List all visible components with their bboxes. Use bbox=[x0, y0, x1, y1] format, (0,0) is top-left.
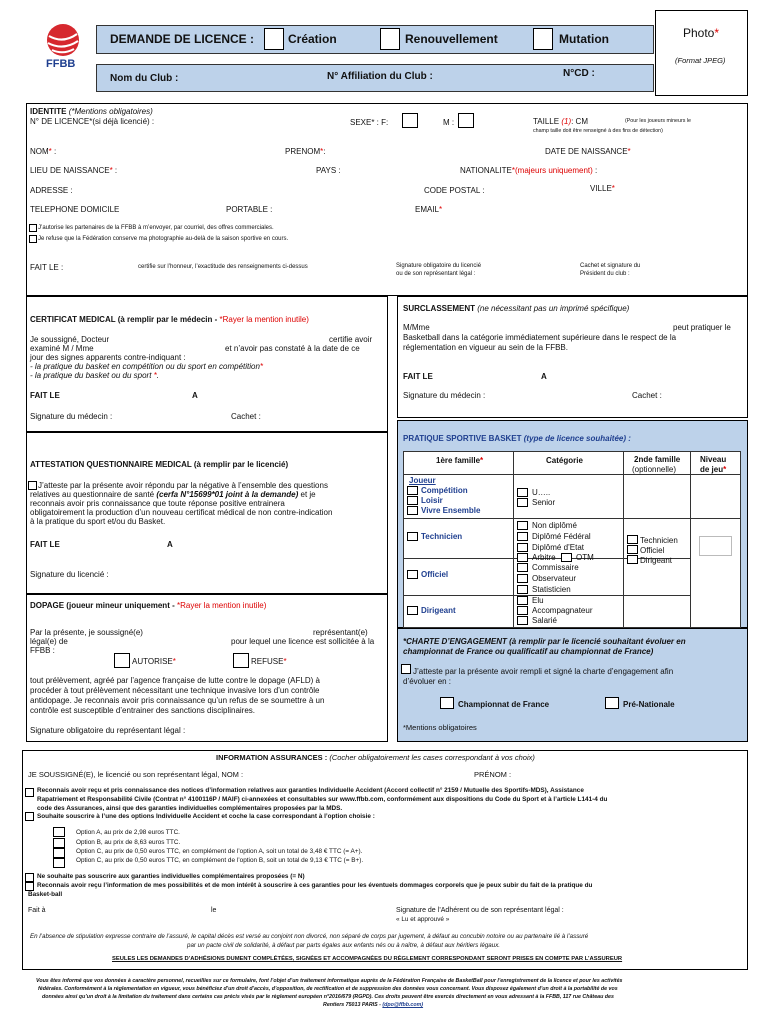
ne-souhaite-pas-label: Ne souhaite pas souscrire aux garanties individuelles complémentaires proposées (= N) bbox=[37, 873, 305, 880]
certificat-line4-star: * bbox=[259, 362, 264, 371]
questionnaire-line4: obligatoirement la production d’un nouveau certificat médical de non contre-indication bbox=[30, 508, 333, 517]
certificat-line5-text: - la pratique du basket ou du sport bbox=[30, 371, 152, 380]
diplome-federal-label: Diplômé Fédéral bbox=[532, 532, 591, 541]
photo-box[interactable] bbox=[655, 10, 748, 96]
pre-nationale-label: Pré-Nationale bbox=[623, 700, 675, 709]
dopage-line4: tout prélèvement, agréé par l’agence française de lutte contre le dopage (AFLD) à bbox=[30, 676, 320, 685]
fam2-technicien-label: Technicien bbox=[640, 536, 678, 545]
reconnais-information-a: Reconnais avoir reçu l’information de mes possibilités et de mon intérêt à souscrire à ces garanties pour les éventuels dommages corporels que je peux subir du fait de la pratique du bbox=[37, 882, 593, 889]
signature-licencie-2: ou de son représentant légal : bbox=[396, 271, 476, 277]
photo-label bbox=[683, 27, 719, 41]
taille-note-2: champ taille doit être renseigné à des fins de détection) bbox=[533, 128, 663, 134]
mutation-label: Mutation bbox=[559, 32, 609, 46]
pays-label: PAYS : bbox=[316, 166, 341, 175]
certificat-line4-text: - la pratique du basket en compétition ou du sport en compétition bbox=[30, 362, 260, 371]
certificat-line2b: et n’avoir pas constaté à la date de ce bbox=[225, 344, 360, 353]
col-optionnelle: (optionnelle) bbox=[632, 465, 677, 474]
fam2-officiel-label: Officiel bbox=[640, 546, 665, 555]
option-b-checkbox[interactable] bbox=[53, 838, 65, 848]
dopage-line7: contrôle est susceptible d’entrainer des sanctions disciplinaires. bbox=[30, 706, 256, 715]
sexe-f-checkbox[interactable] bbox=[402, 113, 418, 128]
ne-souhaite-pas-checkbox[interactable] bbox=[25, 873, 34, 882]
fam2-officiel-checkbox[interactable] bbox=[627, 545, 638, 554]
autorise-star: * bbox=[172, 657, 176, 666]
photo-consent-checkbox[interactable] bbox=[29, 235, 37, 243]
assurance-fait-a: Fait à bbox=[28, 907, 46, 914]
photo-format: (Format JPEG) bbox=[675, 56, 726, 65]
assurance-r2: Rapatriement et Responsabilité Civile (Contrat n° 4100116P / MAIF) ci-annexées et consultables sur www.ffbb.com, conformément aux dispositions du Code du Sport et à l’article L141-4 du bbox=[37, 796, 608, 803]
renouvellement-checkbox[interactable] bbox=[380, 28, 400, 50]
senior-label: Senior bbox=[532, 498, 556, 507]
option-c-a-label: Option C, au prix de 0,50 euros TTC, en complément de l’option A, soit un total de 3,48 € TTC (= A+). bbox=[76, 848, 363, 855]
assurance-signature-1: Signature de l’Adhérent ou de son représentant légal : bbox=[396, 907, 564, 914]
taille-cm: : CM bbox=[571, 117, 588, 126]
date-naissance-text: DATE DE NAISSANCE bbox=[545, 147, 628, 156]
fam2-technicien-checkbox[interactable] bbox=[627, 535, 638, 544]
surclassement-line3: réglementation en vigueur au sein de la FFBB. bbox=[403, 343, 568, 352]
photo-star: * bbox=[714, 26, 720, 40]
creation-checkbox[interactable] bbox=[264, 28, 284, 50]
reconnais-notices-checkbox[interactable] bbox=[25, 788, 34, 797]
non-diplome-label: Non diplômé bbox=[532, 521, 577, 530]
surclassement-title-text: SURCLASSEMENT bbox=[403, 304, 476, 313]
option-c-a-checkbox[interactable] bbox=[53, 848, 65, 858]
page-title: DEMANDE DE LICENCE : bbox=[110, 32, 255, 46]
dopage-line5: procéder à tout prélèvement nécessitant une technique invasive lors d’un contrôle bbox=[30, 686, 320, 695]
affiliation-label: N° Affiliation du Club : bbox=[327, 71, 433, 82]
certificat-line1b: certifie avoir bbox=[329, 335, 373, 344]
pratique-title-note: (type de licence souhaitée) : bbox=[523, 434, 631, 443]
championnat-france-checkbox[interactable] bbox=[440, 697, 454, 709]
dirigeant-label: Dirigeant bbox=[421, 606, 456, 615]
telephone-label: TELEPHONE DOMICILE bbox=[30, 205, 120, 214]
col4b-text: de jeu bbox=[700, 465, 724, 474]
sexe-label: SEXE* : F: bbox=[350, 118, 389, 127]
championnat-france-label: Championnat de France bbox=[458, 700, 550, 709]
questionnaire-line2a: relatives au questionnaire de santé bbox=[30, 490, 155, 499]
statisticien-checkbox[interactable] bbox=[517, 585, 528, 594]
partners-consent-label: J’autorise les partenaires de la FFBB à m’envoyer, par courriel, des offres commerciales. bbox=[38, 225, 274, 231]
certificat-title-star: *Rayer la mention inutile) bbox=[219, 315, 309, 324]
col-2nde-famille: 2nde famille bbox=[634, 455, 681, 464]
logo-text: FFBB bbox=[46, 58, 76, 70]
refuse-star: * bbox=[283, 657, 287, 666]
identite-title-text: IDENTITE bbox=[30, 107, 67, 116]
u-label: U….. bbox=[532, 488, 551, 497]
identite-fait-le: FAIT LE : bbox=[30, 263, 64, 272]
adresse-label: ADRESSE : bbox=[30, 186, 73, 195]
engagement-title-1: *CHARTE D’ENGAGEMENT (à remplir par le licencié souhaitant évoluer en bbox=[403, 637, 686, 646]
questionnaire-line2b: (cerfa N°15699*01 joint à la demande) bbox=[156, 490, 299, 499]
option-a-label: Option A, au prix de 2,98 euros TTC. bbox=[76, 829, 180, 836]
surclassement-line1b: peut pratiquer le bbox=[673, 323, 731, 332]
surclassement-a: A bbox=[541, 372, 547, 381]
engagement-checkbox[interactable] bbox=[401, 664, 411, 674]
dopage-section bbox=[26, 594, 388, 742]
otm-checkbox[interactable] bbox=[561, 553, 572, 562]
assurance-r3: code des Assurances, ainsi que des garanties individuelles complémentaires proposées par la MDS. bbox=[37, 805, 343, 812]
cachet-president-2: Président du club : bbox=[580, 271, 630, 277]
ncd-label: N°CD : bbox=[563, 68, 595, 79]
diplome-federal-checkbox[interactable] bbox=[517, 532, 528, 541]
certificat-signature: Signature du médecin : bbox=[30, 412, 113, 421]
option-c-b-label: Option C, au prix de 0,50 euros TTC, en complément de l’option B, soit un total de 9,13 € TTC (= B+). bbox=[76, 857, 364, 864]
dopage-line2a: légal(e) de bbox=[30, 637, 68, 646]
assurance-prenom: PRÉNOM : bbox=[474, 770, 512, 779]
dopage-line1a: Par la présente, je soussigné(e) bbox=[30, 628, 143, 637]
certificat-line5: - la pratique du basket ou du sport *. bbox=[30, 371, 160, 380]
observateur-label: Observateur bbox=[532, 574, 577, 583]
option-c-b-checkbox[interactable] bbox=[53, 858, 65, 868]
signature-licencie-1: Signature obligatoire du licencié bbox=[396, 263, 482, 269]
nationalite-label: NATIONALITE*(majeurs uniquement) : bbox=[460, 166, 598, 175]
questionnaire-line1: J’atteste par la présente avoir répondu par la négative à l’ensemble des questions bbox=[38, 481, 328, 490]
dpo-email-link[interactable]: (dpo@ffbb.com) bbox=[382, 1002, 424, 1008]
otm-label: OTM bbox=[576, 553, 594, 562]
senior-checkbox[interactable] bbox=[517, 498, 528, 507]
surclassement-cachet: Cachet : bbox=[632, 391, 662, 400]
fam2-dirigeant-label: Dirigeant bbox=[640, 556, 673, 565]
souhaite-souscrire-checkbox[interactable] bbox=[25, 812, 34, 821]
non-diplome-checkbox[interactable] bbox=[517, 521, 528, 530]
loisir-checkbox[interactable] bbox=[407, 496, 418, 505]
fam2-dirigeant-checkbox[interactable] bbox=[627, 555, 638, 564]
engagement-line2: d’évoluer en : bbox=[403, 677, 452, 686]
col-categorie: Catégorie bbox=[546, 456, 583, 465]
technicien-checkbox[interactable] bbox=[407, 532, 418, 541]
sexe-m-checkbox[interactable] bbox=[458, 113, 474, 128]
engagement-line1: J’atteste par la présente avoir rempli et signé la charte d’engagement afin bbox=[413, 667, 674, 676]
questionnaire-line3: reconnais avoir pris connaissance que toute réponse positive entrainera bbox=[30, 499, 285, 508]
nom-label: NOM* : bbox=[30, 147, 57, 156]
autorise-text: AUTORISE bbox=[132, 657, 173, 666]
dopage-line1b: représentant(e) bbox=[313, 628, 368, 637]
engagement-title-2: championnat de France ou qualificatif au championnat de France) bbox=[403, 647, 654, 656]
creation-label: Création bbox=[288, 32, 337, 46]
technicien-label: Technicien bbox=[421, 532, 463, 541]
cachet-president-1: Cachet et signature du bbox=[580, 263, 641, 269]
portable-label: PORTABLE : bbox=[226, 205, 273, 214]
ffbb-logo bbox=[40, 22, 86, 72]
questionnaire-a: A bbox=[167, 540, 173, 549]
arbitre-checkbox[interactable] bbox=[517, 553, 528, 562]
dopage-line2b: pour lequel une licence est sollicitée à la bbox=[231, 637, 375, 646]
salarie-label: Salarié bbox=[532, 616, 557, 625]
taille-num: (1) bbox=[561, 117, 572, 126]
commissaire-checkbox[interactable] bbox=[517, 563, 528, 572]
surclassement-signature: Signature du médecin : bbox=[403, 391, 486, 400]
photo-text: Photo bbox=[683, 26, 715, 40]
mutation-checkbox[interactable] bbox=[533, 28, 553, 50]
surclassement-title bbox=[403, 304, 629, 313]
licence-number-label: N° DE LICENCE*(si déjà licencié) : bbox=[30, 117, 155, 126]
joueur-label: Joueur bbox=[409, 476, 436, 485]
option-b-label: Option B, au prix de 8,63 euros TTC. bbox=[76, 839, 181, 846]
surclassement-fait-le: FAIT LE bbox=[403, 372, 433, 381]
u-checkbox[interactable] bbox=[517, 488, 528, 497]
option-a-checkbox[interactable] bbox=[53, 827, 65, 837]
competition-label: Compétition bbox=[421, 486, 468, 495]
dirigeant-checkbox[interactable] bbox=[407, 606, 418, 615]
assurance-title bbox=[216, 754, 535, 763]
dopage-signature: Signature obligatoire du représentant légal : bbox=[30, 726, 186, 735]
col1-text: 1ère famille bbox=[436, 456, 481, 465]
statisticien-label: Statisticien bbox=[532, 585, 571, 594]
certificat-fait-le: FAIT LE bbox=[30, 391, 60, 400]
assurance-r4: Souhaite souscrire à l’une des options Individuelle Accident et coche la case correspondant à l’option choisie : bbox=[37, 813, 375, 820]
pre-nationale-checkbox[interactable] bbox=[605, 697, 619, 709]
dopage-title-star: *Rayer la mention inutile) bbox=[176, 601, 267, 610]
nom-club-label: Nom du Club : bbox=[110, 73, 179, 84]
footer-line4 bbox=[323, 1002, 423, 1008]
certificat-line5-star: * bbox=[153, 371, 157, 380]
col-de-jeu: de jeu* bbox=[700, 465, 727, 474]
assurance-soussigne: JE SOUSSIGNÉ(E), le licencié ou son représentant légal, NOM : bbox=[28, 770, 244, 779]
partners-consent-checkbox[interactable] bbox=[29, 224, 37, 232]
date-naissance-label: DATE DE NAISSANCE* bbox=[545, 147, 631, 156]
dopage-title-text: DOPAGE (joueur mineur uniquement - bbox=[30, 601, 175, 610]
reconnais-information-checkbox[interactable] bbox=[25, 882, 34, 891]
footer-line2: fédérales. Conformément à la réglementation en vigueur, vous bénéficiez d’un droit d’accès, d’opposition, de rectification et de suppression des données vous concernant. Vous disposez également d’un droit à la portabilité de vos bbox=[38, 986, 618, 992]
stipulation-line2: par un pacte civil de solidarité, à défaut par parts égales aux enfants nés ou à naître, à défaut aux héritiers légaux. bbox=[187, 942, 501, 949]
assurance-title-note: (Cocher obligatoirement les cases correspondant à vos choix) bbox=[329, 753, 535, 762]
autorise-label bbox=[132, 657, 176, 666]
certificat-line2a: examiné M / Mme bbox=[30, 344, 94, 353]
surclassement-note: (ne nécessitant pas un imprimé spécifique) bbox=[477, 304, 630, 313]
certifie-text: certifie sur l’honneur, l’exactitude des renseignements ci-dessus bbox=[138, 264, 308, 270]
certificat-title bbox=[30, 315, 309, 324]
prenom-text: PRENOM bbox=[285, 147, 321, 156]
footer-line1: Vous êtes informé que vos données à caractère personnel, recueillies sur ce formulaire, font l’objet d’un traitement informatique auprès de la Fédération Française de BasketBall pour l’enregistrement de la licence et pour les activités bbox=[36, 978, 623, 984]
nationalite-text: NATIONALITE bbox=[460, 166, 512, 175]
lieu-naissance-label: LIEU DE NAISSANCE* : bbox=[30, 166, 118, 175]
refuse-checkbox[interactable] bbox=[233, 653, 249, 668]
pratique-title-text: PRATIQUE SPORTIVE BASKET bbox=[403, 434, 522, 443]
questionnaire-line2 bbox=[30, 490, 316, 499]
commissaire-label: Commissaire bbox=[532, 563, 579, 572]
taille-label bbox=[533, 117, 588, 126]
certificat-line4 bbox=[30, 362, 263, 371]
vivre-ensemble-label: Vivre Ensemble bbox=[421, 506, 481, 515]
niveau-input[interactable] bbox=[699, 536, 732, 556]
identite-title-note: (*Mentions obligatoires) bbox=[68, 107, 153, 116]
diplome-etat-label: Diplômé d’Etat bbox=[532, 543, 585, 552]
lieu-text: LIEU DE NAISSANCE bbox=[30, 166, 110, 175]
diplome-etat-checkbox[interactable] bbox=[517, 543, 528, 552]
certificat-line3: jour des signes apparents contre-indiquant : bbox=[30, 353, 186, 362]
dopage-line3: FFBB : bbox=[30, 646, 55, 655]
ville-text: VILLE bbox=[590, 184, 612, 193]
taille-text: TAILLE bbox=[533, 117, 560, 126]
refuse-text: REFUSE bbox=[251, 657, 284, 666]
questionnaire-line5: à la pratique du sport et/ou du Basket. bbox=[30, 517, 166, 526]
surclassement-line1a: M/Mme bbox=[403, 323, 430, 332]
col-1ere-famille: 1ère famille* bbox=[436, 456, 484, 465]
col-niveau: Niveau bbox=[700, 455, 727, 464]
observateur-checkbox[interactable] bbox=[517, 574, 528, 583]
officiel-label: Officiel bbox=[421, 570, 449, 579]
footer-line4a: Rentiers 75013 PARIS - bbox=[323, 1002, 381, 1008]
nom-text: NOM bbox=[30, 147, 49, 156]
vivre-ensemble-checkbox[interactable] bbox=[407, 506, 418, 515]
autorise-checkbox[interactable] bbox=[114, 653, 130, 668]
questionnaire-signature: Signature du licencié : bbox=[30, 570, 109, 579]
taille-note-1: (Pour les joueurs mineurs le bbox=[625, 118, 691, 124]
accompagnateur-label: Accompagnateur bbox=[532, 606, 593, 615]
certificat-cachet: Cachet : bbox=[231, 412, 261, 421]
renouvellement-label: Renouvellement bbox=[405, 32, 498, 46]
certificat-a: A bbox=[192, 391, 198, 400]
nationalite-note: (majeurs uniquement) bbox=[514, 166, 593, 175]
assurance-title-text: INFORMATION ASSURANCES : bbox=[216, 753, 328, 762]
dopage-line6: antidopage. Je reconnais avoir pris connaissance qu’un refus de se soumettre à un bbox=[30, 696, 325, 705]
photo-consent-label: Je refuse que la Fédération conserve ma photographie au-delà de la saison sportive en cours. bbox=[38, 236, 289, 242]
seules-demandes: SEULES LES DEMANDES D’ADHÉSIONS DUMENT COMPLÉTÉES, SIGNÉES ET ACCOMPAGNÉES DU RÈGLEMENT CORRESPONDANT SERONT PRISES EN COMPTE PAR L’ASSUREUR bbox=[112, 956, 623, 962]
assurance-r1: Reconnais avoir reçu et pris connaissance des notices d’information relatives aux garanties Individuelle Accident (Accord collectif n° 2159 / Mutuelle des Sportifs-MDS), Assistance bbox=[37, 787, 584, 794]
dopage-title bbox=[30, 601, 266, 610]
arbitre-label: Arbitre bbox=[532, 553, 556, 562]
sexe-m-label: M : bbox=[443, 118, 455, 127]
prenom-label: PRENOM*: bbox=[285, 147, 326, 156]
assurance-le: le bbox=[211, 907, 217, 914]
refuse-label bbox=[251, 657, 287, 666]
identite-title bbox=[30, 107, 153, 116]
certificat-line1a: Je soussigné, Docteur bbox=[30, 335, 110, 344]
elu-checkbox[interactable] bbox=[517, 596, 528, 605]
engagement-note: *Mentions obligatoires bbox=[403, 723, 477, 732]
assurance-signature-2: « Lu et approuvé » bbox=[396, 916, 450, 923]
questionnaire-fait-le: FAIT LE bbox=[30, 540, 60, 549]
loisir-label: Loisir bbox=[421, 496, 443, 505]
questionnaire-checkbox[interactable] bbox=[28, 481, 37, 490]
pratique-title bbox=[403, 434, 631, 443]
competition-checkbox[interactable] bbox=[407, 486, 418, 495]
reconnais-information-b: Basket-ball bbox=[28, 891, 63, 898]
email-text: EMAIL bbox=[415, 205, 440, 214]
certificat-title-text: CERTIFICAT MEDICAL (à remplir par le médecin - bbox=[30, 315, 218, 324]
footer-line3: données ainsi qu’un droit à la limitation du traitement dans certains cas précis visés par le règlement européen n°2016/679 (RGPD). Ces droits peuvent être exercés directement en vous adressant à la FFBB, 117 rue Château des bbox=[42, 994, 614, 1000]
questionnaire-title: ATTESTATION QUESTIONNAIRE MEDICAL (à remplir par le licencié) bbox=[30, 460, 289, 469]
accompagnateur-checkbox[interactable] bbox=[517, 606, 528, 615]
surclassement-line2: Basketball dans la catégorie immédiatement supérieure dans le respect de la bbox=[403, 333, 677, 342]
salarie-checkbox[interactable] bbox=[517, 616, 528, 625]
elu-label: Elu bbox=[532, 596, 544, 605]
code-postal-label: CODE POSTAL : bbox=[424, 186, 485, 195]
stipulation-line1: En l’absence de stipulation expresse contraire de l’assuré, le capital décès est versé au conjoint non divorcé, non séparé de corps par jugement, à défaut au concubin notoire ou au partenaire lié à l’assuré bbox=[30, 933, 589, 940]
officiel-checkbox[interactable] bbox=[407, 570, 418, 579]
questionnaire-line2c: et je bbox=[300, 490, 316, 499]
email-label: EMAIL* bbox=[415, 205, 443, 214]
ville-label: VILLE* bbox=[590, 184, 615, 193]
